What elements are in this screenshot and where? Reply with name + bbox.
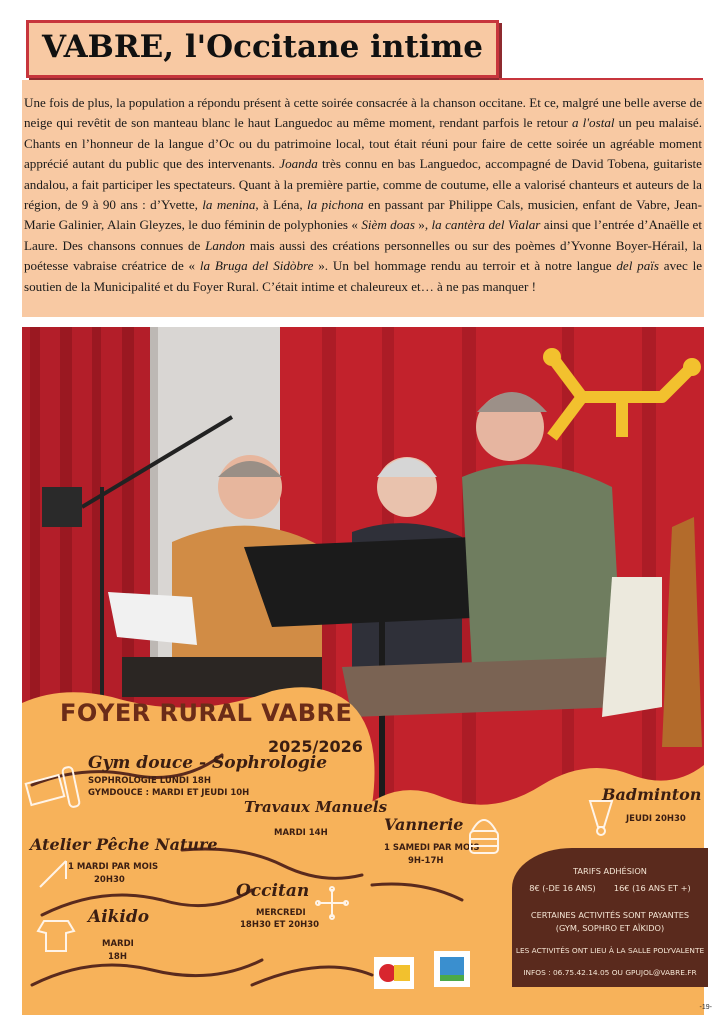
- page-title: VABRE, l'Occitane intime: [41, 29, 484, 65]
- fishing-rod-icon: [36, 857, 70, 891]
- aikido-title: Aikido: [88, 907, 150, 927]
- region-logo: [374, 957, 414, 989]
- vannerie-title: Vannerie: [384, 815, 464, 834]
- flyer-title: FOYER RURAL VABRE: [60, 699, 353, 727]
- aikido-line2: 18H: [108, 952, 127, 962]
- travaux-when: MARDI 14H: [274, 828, 328, 838]
- article-text-run: en passant par Philippe Cals, musicien, enfant de Vabre, Jean-Marie Galinier, Alain Gleyzes, le duo féminin de polyphonies «: [24, 197, 702, 233]
- flyer-season: 2025/2026: [268, 737, 363, 756]
- gym-line2: GYMDOUCE : MARDI ET JEUDI 10H: [88, 788, 250, 798]
- article-italic-text: del païs: [616, 258, 659, 274]
- article-italic-text: la Bruga del Sidòbre: [199, 258, 314, 274]
- article-italic-text: Landon: [205, 237, 246, 253]
- travaux-title: Travaux Manuels: [244, 798, 388, 816]
- occitan-line1: MERCREDI: [256, 908, 306, 918]
- tarifs-venue: LES ACTIVITÉS ONT LIEU À LA SALLE POLYVALENTE: [515, 946, 705, 955]
- occitan-cross-icon: [314, 885, 350, 921]
- article-text-run: mais aussi des créations personnelles ou sur des poèmes d’Yvonne Boyer-Hérail, la poétesse vabraise créatrice de «: [24, 237, 702, 274]
- kimono-icon: [36, 915, 76, 955]
- vannerie-line2: 9H-17H: [408, 856, 444, 866]
- badminton-when: JEUDI 20H30: [626, 814, 686, 824]
- peche-line1: 1 MARDI PAR MOIS: [68, 862, 159, 872]
- peche-title: Atelier Pêche Nature: [30, 835, 218, 854]
- article-italic-text: a l'ostal: [572, 115, 615, 131]
- article-text-run: ainsi que l’entrée d’Anaëlle et Laure. Des chansons connues de: [24, 217, 702, 253]
- article-text-run: très connu en bas Languedoc, accompagné de David Tobena, guitariste andalou, a fait participer les spectateurs. Quant à la première partie, comme de coutume, elle a valorisé chanteurs et auteurs de la région, de 9 à 90 ans : d’Yvette,: [24, 156, 702, 213]
- yoga-mat-icon: [22, 765, 92, 815]
- title-banner: [26, 20, 499, 78]
- vannerie-line1: 1 SAMEDI PAR MOIS: [384, 843, 480, 853]
- article-text-run: avec le soutien de la Municipalité et du Foyer Rural. C’était intime et chaleureux et… à ne pas manquer !: [24, 258, 703, 294]
- tarifs-paid-line1: CERTAINES ACTIVITÉS SONT PAYANTES: [530, 910, 690, 920]
- tarifs-infos: INFOS : 06.75.42.14.05 OU GPUJOL@VABRE.FR: [523, 968, 697, 977]
- occitan-title: Occitan: [236, 881, 310, 901]
- tarifs-panel: [512, 848, 708, 987]
- article-italic-text: la menina: [202, 197, 256, 213]
- article-italic-text: Sièm doas: [361, 217, 415, 233]
- tarifs-title: TARIFS ADHÉSION: [573, 866, 647, 876]
- peche-line2: 20H30: [94, 875, 125, 885]
- basket-icon: [466, 813, 502, 857]
- gym-title: Gym douce - Sophrologie: [88, 753, 328, 773]
- article-text-run: un peu malaisé. Chants en l’honneur de la langue d’Oc ou du patrimoine local, tout était réuni pour faire de cette soirée un agréable moment apprécié autant du public que des intervenants.: [24, 115, 703, 172]
- article-italic-text: la cantèra del Vialar: [431, 217, 541, 233]
- article-italic-text: Joanda: [279, 156, 318, 172]
- article-italic-text: la pichona: [306, 197, 364, 213]
- foyer-rural-flyer: [22, 685, 704, 1015]
- community-logo: [434, 951, 470, 987]
- page-number: -19-: [699, 1004, 712, 1011]
- article-text: [22, 80, 704, 317]
- shuttlecock-icon: [584, 797, 618, 837]
- article-text-run: ». Un bel hommage rendu au terroir et à notre langue: [313, 258, 617, 274]
- tarifs-prices: 8€ (-DE 16 ANS) 16€ (16 ANS ET +): [529, 883, 691, 893]
- badminton-title: Badminton: [602, 785, 702, 804]
- occitan-line2: 18H30 ET 20H30: [240, 920, 320, 930]
- article-text-run: Une fois de plus, la population a répondu présent à cette soirée consacrée à la chanson occitane. Et ce, malgré une belle averse de neige qui revêtit de son manteau blanc le haut Languedoc au même moment, rendant parfois le retour: [24, 95, 702, 131]
- gym-line1: SOPHROLOGIE LUNDI 18H: [88, 776, 211, 786]
- tarifs-paid-line2: (GYM, SOPHRO ET AÏKIDO): [555, 923, 665, 933]
- article-text-run: »,: [414, 217, 432, 233]
- aikido-line1: MARDI: [102, 939, 134, 949]
- article-text-run: , à Léna,: [255, 197, 307, 213]
